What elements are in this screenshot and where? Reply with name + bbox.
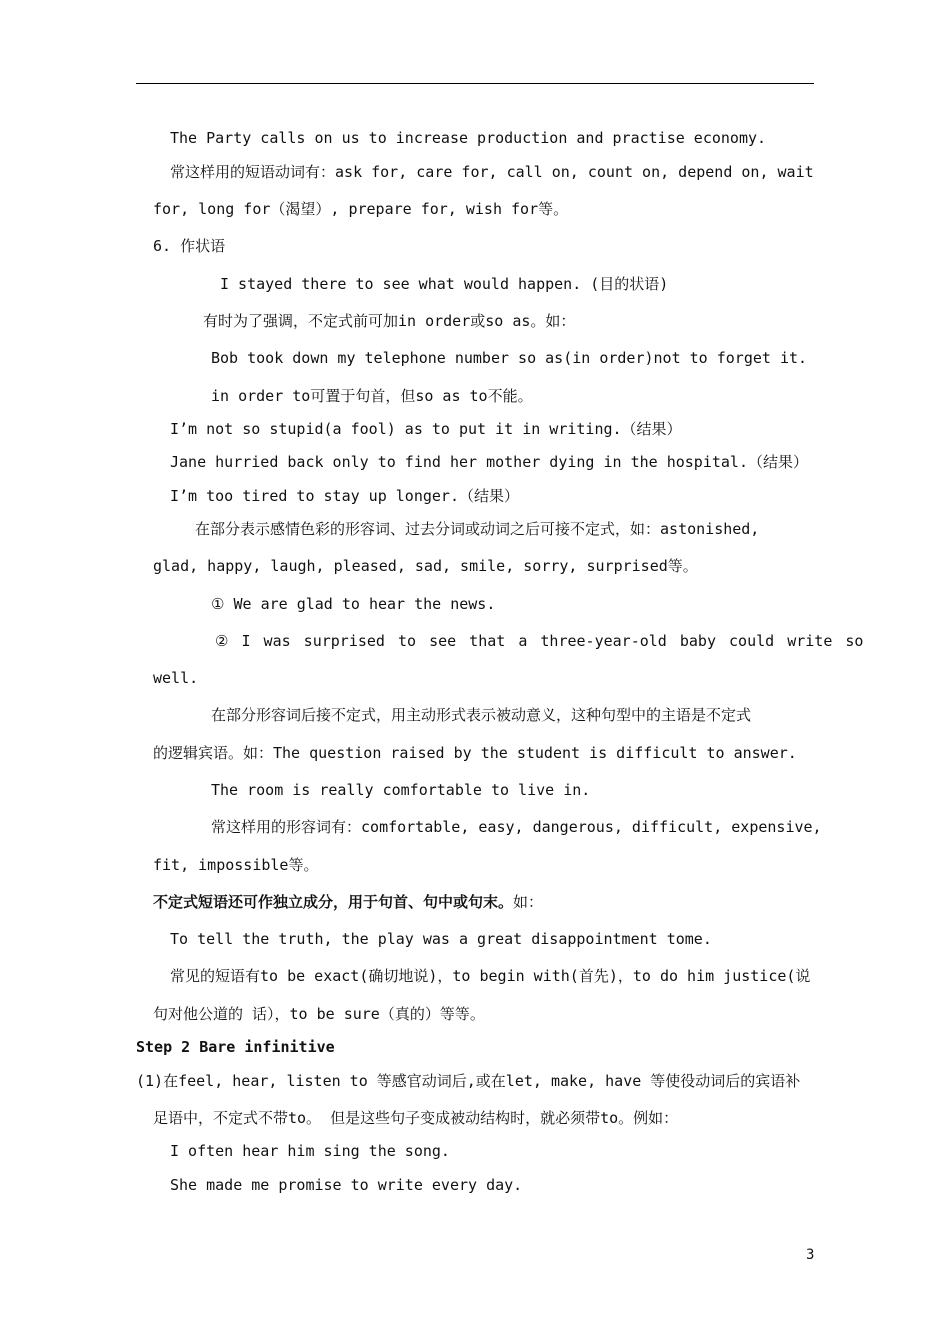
- text-line: 在部分表示感情色彩的形容词、过去分词或动词之后可接不定式，如：astonished,: [195, 520, 760, 538]
- text-line: Bob took down my telephone number so as(in order)not to forget it.: [211, 349, 808, 367]
- text-line: I’m too tired to stay up longer.（结果）: [170, 487, 519, 505]
- text-line: for, long for（渴望）, prepare for, wish for等。: [153, 200, 569, 218]
- text-line: Jane hurried back only to find her mother dying in the hospital.（结果）: [170, 453, 808, 471]
- example-2: ② I was surprised to see that a three-year-old baby could write so: [215, 632, 864, 650]
- example-1: ① We are glad to hear the news.: [211, 595, 496, 613]
- section-heading: 6. 作状语: [153, 237, 226, 255]
- text-line: [153, 892, 543, 912]
- text-line: The Party calls on us to increase production and practise economy.: [170, 129, 767, 147]
- text-line: 足语中，不定式不带to。 但是这些句子变成被动结构时，就必须带to。例如：: [153, 1109, 679, 1127]
- text-line: 句对他公道的 话），to be sure（真的）等等。: [153, 1005, 485, 1023]
- text-line: 常见的短语有to be exact(确切地说)，to begin with(首先)，to do him justice(说: [170, 967, 811, 985]
- text-line: The room is really comfortable to live in.: [211, 781, 591, 799]
- text-line: well.: [153, 669, 199, 687]
- text-line: 的逻辑宾语。如：The question raised by the student is difficult to answer.: [153, 744, 797, 762]
- page-number: 3: [806, 1247, 815, 1263]
- text-line: (1)在feel, hear, listen to 等感官动词后,或在let, make, have 等使役动词后的宾语补: [136, 1072, 801, 1090]
- text-line: fit, impossible等。: [153, 856, 319, 874]
- text-line: glad, happy, laugh, pleased, sad, smile, sorry, surprised等。: [153, 557, 698, 575]
- header-rule: [136, 83, 814, 84]
- text-line: To tell the truth, the play was a great disappointment tome.: [170, 930, 712, 948]
- text-line: in order to可置于句首，但so as to不能。: [211, 387, 533, 405]
- text-line: 有时为了强调，不定式前可加in order或so as。如：: [203, 312, 576, 330]
- text-line: 在部分形容词后接不定式，用主动形式表示被动意义，这种句型中的主语是不定式: [211, 706, 752, 724]
- text-line: I stayed there to see what would happen. (目的状语): [220, 275, 669, 293]
- example-line: I often hear him sing the song.: [170, 1142, 450, 1160]
- text-line: 常这样用的形容词有：comfortable, easy, dangerous, difficult, expensive,: [211, 818, 822, 836]
- text-suffix: 如：: [513, 893, 544, 911]
- step-heading: Step 2 Bare infinitive: [136, 1038, 335, 1056]
- bold-statement: 不定式短语还可作独立成分，用于句首、句中或句末。: [153, 893, 514, 911]
- text-line: I’m not so stupid(a fool) as to put it in writing.（结果）: [170, 420, 682, 438]
- text-line: 常这样用的短语动词有：ask for, care for, call on, count on, depend on, wait: [170, 163, 814, 181]
- example-line: She made me promise to write every day.: [170, 1176, 523, 1194]
